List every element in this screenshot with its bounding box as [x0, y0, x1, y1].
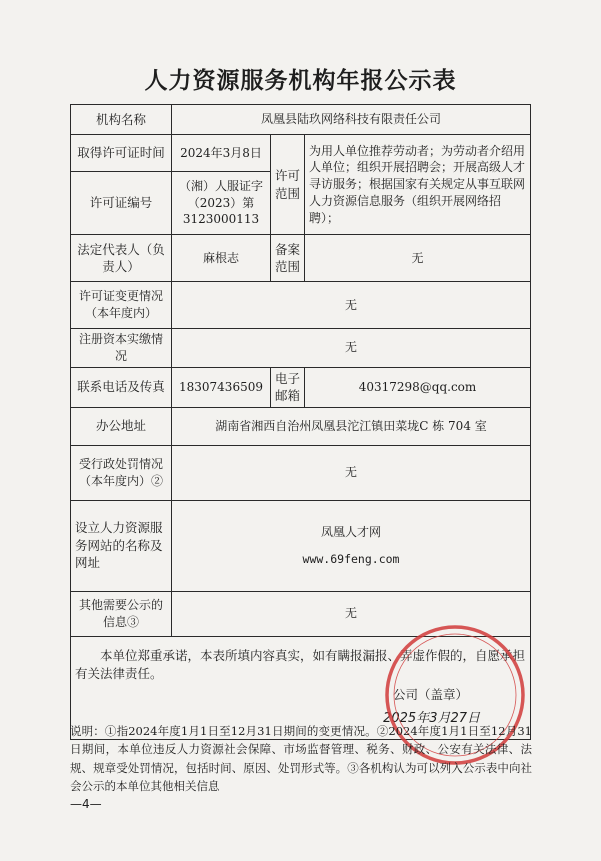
capital-label: 注册资本实缴情况 — [71, 329, 172, 368]
row-license-change — [71, 282, 531, 329]
phone-value: 18307436509 — [172, 367, 271, 407]
row-website — [71, 500, 531, 591]
record-scope-label: 备案范围 — [271, 235, 305, 282]
sign-date: 2025年3月27日 — [383, 710, 481, 726]
notes: 说明：①指2024年度1月1日至12月31日期间的变更情况。②2024年度1月1日至12月31日期间，本单位违反人力资源社会保障、市场监督管理、税务、财政、公安有关法律、法规、规章受处罚情况，包括时间、原因、处罚形式等。③各机构认为可以列入公示表中向社会公示的本单位其他相关信息 — [70, 724, 532, 794]
row-license-date — [71, 135, 531, 172]
legal-rep-value: 麻根志 — [172, 235, 271, 282]
website-value — [172, 500, 531, 591]
email-label: 电子邮箱 — [271, 367, 305, 407]
scope-value: 为用人单位推荐劳动者；为劳动者介绍用人单位；组织开展招聘会；开展高级人才寻访服务；根据国家有关规定从事互联网人力资源信息服务（组织开展网络招聘）； — [305, 135, 531, 235]
email-value: 40317298@qq.com — [305, 367, 531, 407]
capital-value: 无 — [172, 329, 531, 368]
report-table — [70, 104, 531, 740]
row-capital — [71, 329, 531, 368]
page-title: 人力资源服务机构年报公示表 — [144, 68, 457, 94]
license-date-label: 取得许可证时间 — [71, 135, 172, 172]
org-name-label: 机构名称 — [71, 105, 172, 135]
row-penalty — [71, 445, 531, 500]
license-no-value: （湘）人服证字（2023）第3123000113 — [172, 172, 271, 235]
record-scope-value: 无 — [305, 235, 531, 282]
penalty-label: 受行政处罚情况（本年度内）② — [71, 445, 172, 500]
row-legal-rep — [71, 235, 531, 282]
org-name-value: 凤凰县陆玖网络科技有限责任公司 — [172, 105, 531, 135]
website-name: 凤凰人才网 — [321, 525, 382, 540]
row-contact — [71, 367, 531, 407]
address-label: 办公地址 — [71, 407, 172, 445]
row-org-name — [71, 105, 531, 135]
license-date-value: 2024年3月8日 — [172, 135, 271, 172]
license-no-label: 许可证编号 — [71, 172, 172, 235]
website-label: 设立人力资源服务网站的名称及网址 — [71, 500, 172, 591]
seal-label: 公司（盖章） — [393, 687, 469, 703]
page-number: —4— — [70, 797, 102, 811]
other-value: 无 — [172, 591, 531, 636]
scope-label: 许可范围 — [271, 135, 305, 235]
row-address — [71, 407, 531, 445]
address-value: 湖南省湘西自治州凤凰县沱江镇田菜垅C 栋 704 室 — [172, 407, 531, 445]
website-url: www.69feng.com — [302, 551, 400, 566]
other-label: 其他需要公示的信息③ — [71, 591, 172, 636]
promise-text: 本单位郑重承诺，本表所填内容真实，如有瞒报漏报、弄虚作假的，自愿承担有关法律责任。 — [75, 648, 526, 681]
row-other — [71, 591, 531, 636]
penalty-value: 无 — [172, 445, 531, 500]
license-change-label: 许可证变更情况（本年度内） — [71, 282, 172, 329]
phone-label: 联系电话及传真 — [71, 367, 172, 407]
legal-rep-label: 法定代表人（负责人） — [71, 235, 172, 282]
license-change-value: 无 — [172, 282, 531, 329]
